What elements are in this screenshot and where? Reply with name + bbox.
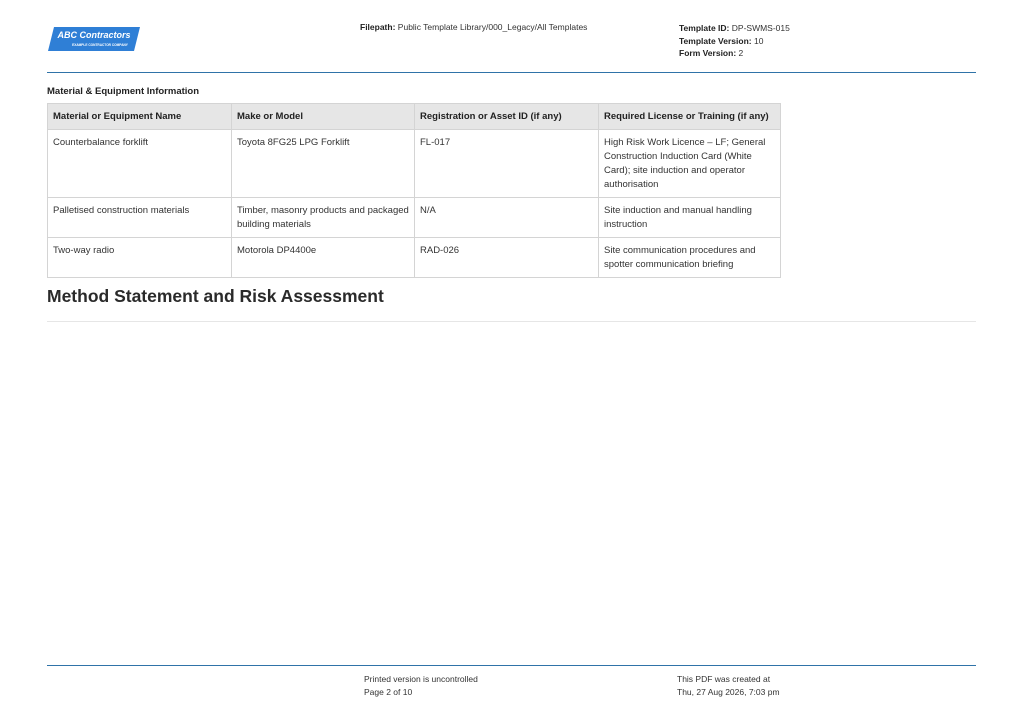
column-header-asset-id: Registration or Asset ID (if any) (415, 104, 599, 130)
filepath (360, 22, 587, 32)
template-version-line (679, 35, 790, 48)
template-version-value: 10 (753, 35, 764, 46)
table-cell: Toyota 8FG25 LPG Forklift (232, 130, 415, 198)
table-cell: Motorola DP4400e (232, 238, 415, 278)
table-row (48, 238, 781, 278)
logo-graphic (48, 26, 140, 52)
table-cell: Site induction and manual handling instruction (599, 198, 781, 238)
uncontrolled-notice: Printed version is uncontrolled (364, 674, 478, 684)
table-cell: High Risk Work Licence – LF; General Construction Induction Card (White Card); site induction and operator authorisation (599, 130, 781, 198)
template-version-label: Template Version: (679, 35, 752, 46)
page-number: Page 2 of 10 (364, 686, 413, 697)
footer-divider (47, 665, 976, 666)
template-id-label: Template ID: (679, 23, 730, 33)
form-version-label: Form Version: (679, 48, 737, 58)
column-header-name: Material or Equipment Name (48, 104, 232, 130)
header-divider (47, 72, 976, 73)
table-header-row (48, 104, 781, 130)
column-header-license: Required License or Training (if any) (599, 104, 781, 130)
heading-divider (47, 321, 976, 322)
equipment-table (47, 103, 781, 278)
form-version-line (679, 47, 790, 60)
footer-right (677, 673, 780, 698)
created-label: This PDF was created at (677, 674, 771, 684)
logo-subtitle: EXAMPLE CONTRACTOR COMPANY (72, 43, 128, 47)
column-header-model: Make or Model (232, 104, 415, 130)
table-row (48, 198, 781, 238)
table-row (48, 130, 781, 198)
template-meta (679, 22, 790, 60)
form-version-value: 2 (738, 48, 744, 58)
created-timestamp: Thu, 27 Aug 2026, 7:03 pm (677, 686, 780, 697)
filepath-value: Public Template Library/000_Legacy/All Templates (397, 22, 588, 32)
section-heading: Method Statement and Risk Assessment (47, 286, 384, 306)
template-id-line (679, 22, 790, 35)
logo-title: ABC Contractors (57, 30, 131, 40)
table-cell: N/A (415, 198, 599, 238)
filepath-label: Filepath: (360, 22, 396, 32)
company-logo (48, 26, 140, 52)
table-cell: Palletised construction materials (48, 198, 232, 238)
table-cell: Counterbalance forklift (48, 130, 232, 198)
table-cell: Site communication procedures and spotter communication briefing (599, 238, 781, 278)
template-id-value: DP-SWMS-015 (731, 23, 790, 33)
table-cell: Two-way radio (48, 238, 232, 278)
table-cell: FL-017 (415, 130, 599, 198)
section-label: Material & Equipment Information (47, 86, 200, 97)
footer-left (364, 673, 478, 698)
table-cell: RAD-026 (415, 238, 599, 278)
table-cell: Timber, masonry products and packaged building materials (232, 198, 415, 238)
